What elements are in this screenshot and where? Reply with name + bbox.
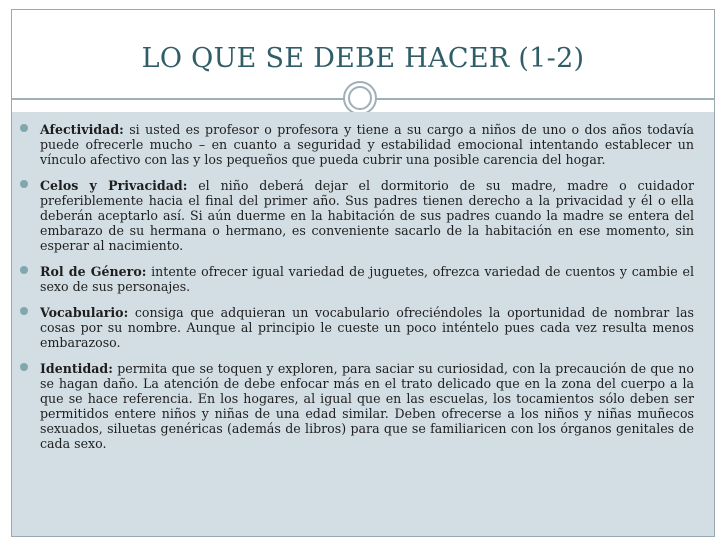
bullet-term: Celos y Privacidad: [40, 178, 188, 193]
bullet-term: Rol de Género: [40, 264, 147, 279]
bullet-item-celos-privacidad [20, 178, 694, 253]
round-bullet-icon [20, 124, 28, 132]
title-area [12, 10, 714, 88]
bullet-term: Vocabulario: [40, 305, 129, 320]
round-bullet-icon [20, 266, 28, 274]
slide-title: LO QUE SE DEBE HACER (1-2) [141, 43, 585, 74]
bullet-item-afectividad [20, 122, 694, 167]
bullet-text: consiga que adquieran un vocabulario ofreciéndoles la oportunidad de nombrar las cosas por su nombre. Aunque al principio le cueste un poco inténtelo pues cada vez resulta menos embarazoso. [40, 305, 694, 350]
bullet-list [20, 122, 694, 462]
round-bullet-icon [20, 307, 28, 315]
bullet-item-identidad [20, 361, 694, 451]
bullet-text: si usted es profesor o profesora y tiene a su cargo a niños de uno o dos años todavía puede ofrecerle mucho – en cuanto a seguridad y estabilidad emocional intentando establecer un vínculo afectivo con las y los pequeños que pueda cubrir una posible carencia del hogar. [40, 122, 694, 167]
bullet-term: Identidad: [40, 361, 113, 376]
bullet-text: permita que se toquen y exploren, para saciar su curiosidad, con la precaución de que no se hagan daño. La atención de debe enfocar más en el trato delicado que en la zona del cuerpo a la que se hace referencia. En los hogares, al igual que en las escuelas, los tocamientos sólo deben ser permitidos entere niños y niñas de una edad similar. Deben ofrecerse a los niños y niñas muñecos sexuados, siluetas genéricas (además de libros) para que se familiaricen con los órganos genitales de cada sexo. [40, 361, 694, 451]
round-bullet-icon [20, 180, 28, 188]
bullet-term: Afectividad: [40, 122, 124, 137]
bullet-item-vocabulario [20, 305, 694, 350]
bullet-item-rol-genero [20, 264, 694, 294]
double-circle-ornament-icon [342, 80, 378, 116]
bullet-text: el niño deberá dejar el dormitorio de su madre, madre o cuidador preferiblemente hacia el final del primer año. Sus padres tienen derecho a la privacidad y él o ella deberán aceptarlo así. Si aún duerme en la habitación de sus padres cuando la madre se entera del embarazo de su hermana o hermano, es conveniente sacarlo de la habitación en ese momento, sin esperar al nacimiento. [40, 178, 694, 253]
bullet-text: intente ofrecer igual variedad de juguetes, ofrezca variedad de cuentos y cambie el sexo de sus personajes. [40, 264, 694, 294]
round-bullet-icon [20, 363, 28, 371]
